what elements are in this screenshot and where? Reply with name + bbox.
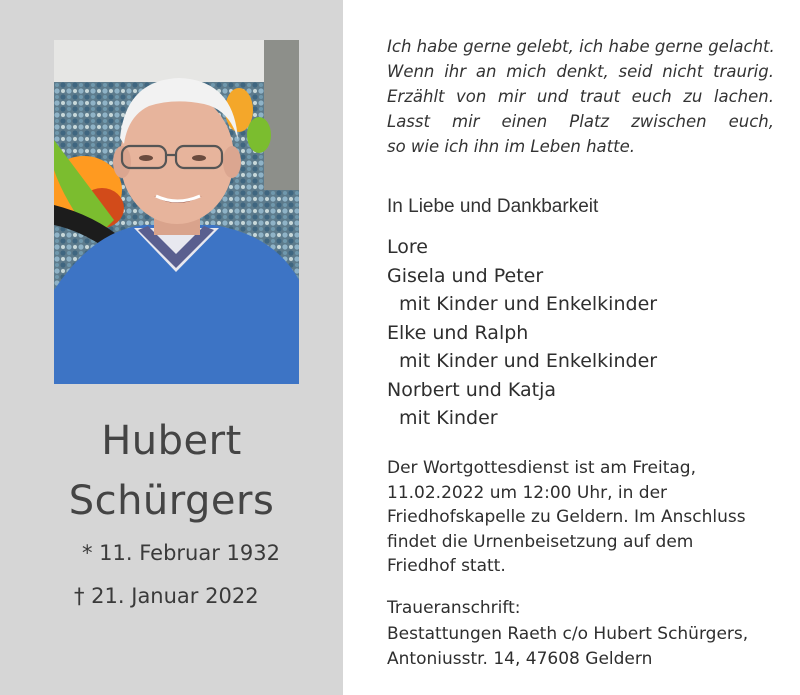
family-member: Elke und Ralph <box>387 321 529 344</box>
family-descendants: mit Kinder <box>399 407 498 429</box>
family-list <box>387 233 657 433</box>
poem-line: Ich habe gerne gelebt, ich habe gerne gelacht. <box>387 37 775 56</box>
family-member: Lore <box>387 236 428 258</box>
left-panel <box>0 0 343 695</box>
service-line: Friedhofskapelle zu Geldern. Im Anschluss <box>387 507 746 527</box>
service-line: 11.02.2022 um 12:00 Uhr, in der <box>387 482 668 503</box>
poem-line: so wie ich ihn im Leben hatte. <box>387 137 635 156</box>
poem-line: Erzählt von mir und traut euch zu lachen. <box>387 87 774 106</box>
dedication-line: In Liebe und Dankbarkeit <box>387 196 599 217</box>
poem-line: Wenn ihr an mich denkt, seid nicht traurig. <box>387 62 774 81</box>
service-line: findet die Urnenbeisetzung auf dem <box>387 531 694 552</box>
family-member: Gisela und Peter <box>387 264 544 287</box>
deceased-first-name: Hubert <box>101 418 242 464</box>
service-line: Friedhof statt. <box>387 556 506 576</box>
portrait-photo <box>54 40 299 384</box>
address-line: Antoniusstr. 14, 47608 Geldern <box>387 649 653 669</box>
address-line: Bestattungen Raeth c/o Hubert Schürgers, <box>387 623 749 644</box>
service-info <box>387 456 746 579</box>
mourning-address <box>387 596 748 673</box>
family-descendants: mit Kinder und Enkelkinder <box>399 293 658 315</box>
service-line: Der Wortgottesdienst ist am Freitag, <box>387 458 696 478</box>
address-heading: Traueranschrift: <box>387 598 521 618</box>
family-descendants: mit Kinder und Enkelkinder <box>399 350 658 372</box>
poem-line: Lasst mir einen Platz zwischen euch, <box>387 112 774 131</box>
family-member: Norbert und Katja <box>387 378 557 401</box>
death-date: † 21. Januar 2022 <box>74 584 259 608</box>
deceased-last-name: Schürgers <box>68 478 275 524</box>
birth-date: * 11. Februar 1932 <box>82 541 280 565</box>
poem <box>387 34 774 159</box>
